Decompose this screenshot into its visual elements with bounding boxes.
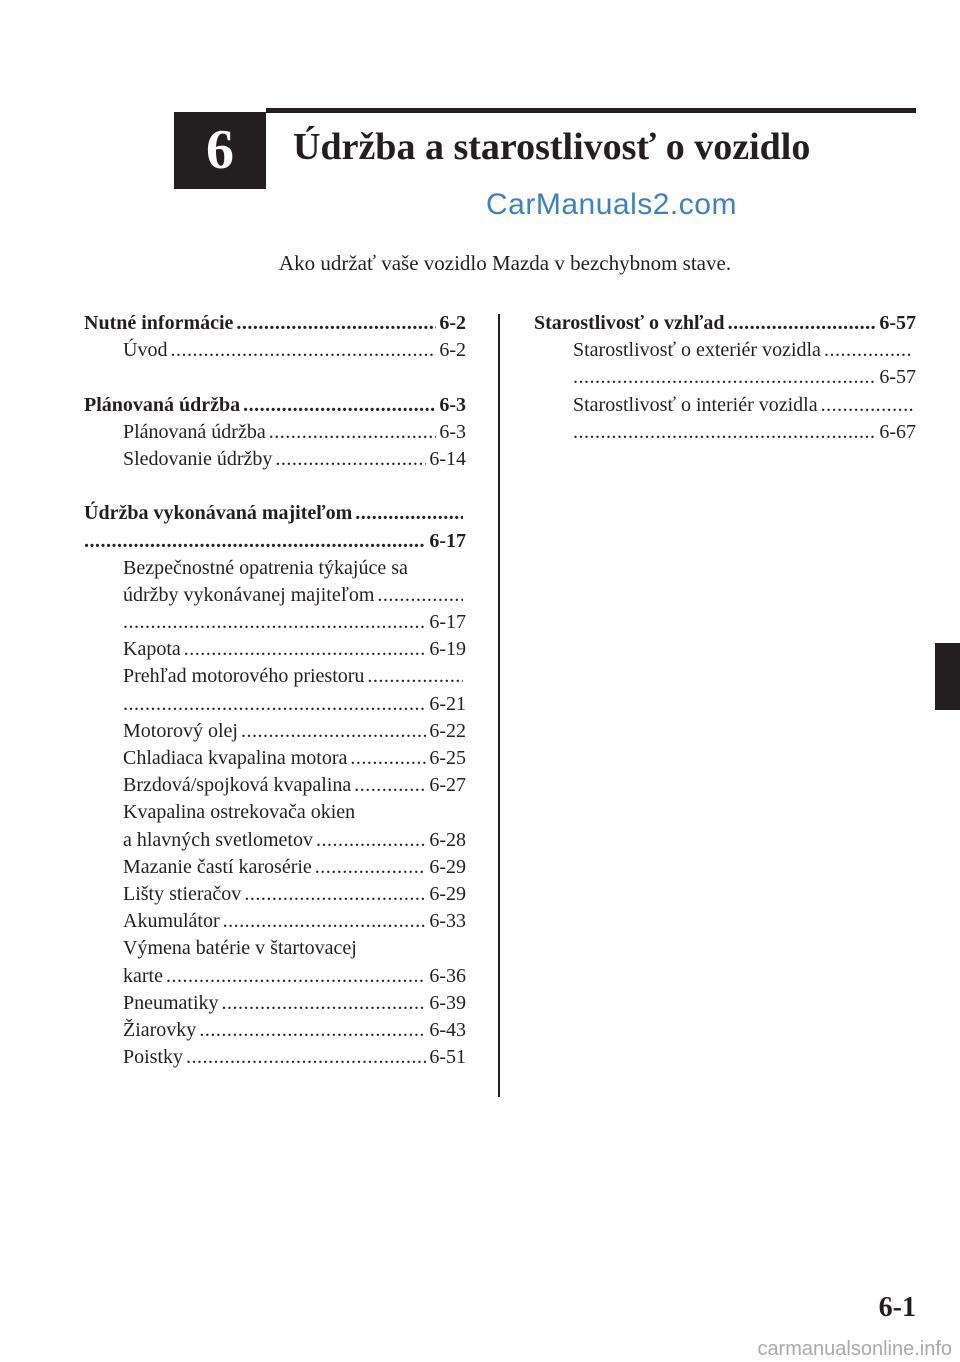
dot-leader — [123, 691, 426, 718]
dot-leader — [123, 609, 426, 636]
toc-section-title: Nutné informácie — [84, 312, 234, 334]
dot-leader — [222, 990, 427, 1017]
toc-page-number: 6-29 — [429, 855, 466, 878]
toc-section-link[interactable] — [84, 310, 466, 337]
toc-item-link[interactable] — [534, 337, 916, 364]
toc-item-title: Mazanie častí karosérie — [123, 855, 312, 878]
toc-item-title: karte — [123, 964, 163, 987]
column-divider — [498, 314, 500, 1097]
toc-page-number: 6-2 — [439, 339, 466, 362]
toc-page-number: 6-17 — [429, 611, 466, 634]
toc-item-title: Poistky — [123, 1046, 184, 1069]
toc-page-number: 6-57 — [879, 366, 916, 389]
toc-item-link[interactable] — [84, 963, 466, 990]
toc-item-title: Chladiaca kvapalina motora — [123, 747, 348, 769]
toc-left-column — [84, 310, 466, 1071]
toc-item-title: Akumulátor — [123, 910, 220, 933]
watermark-logo: CarManuals2.com — [486, 188, 737, 221]
chapter-number-box — [174, 112, 266, 189]
toc-item-link[interactable] — [84, 745, 466, 772]
toc-section-title: Údržba vykonávaná majiteľom — [84, 502, 353, 525]
dot-leader — [84, 528, 426, 555]
dot-leader — [350, 745, 426, 772]
toc-item-title: a hlavných svetlometov — [123, 828, 313, 851]
toc-page-number: 6-51 — [429, 1046, 466, 1069]
toc-page-number: 6-3 — [439, 420, 466, 443]
toc-page-number: 6-22 — [429, 719, 466, 742]
toc-item-link[interactable] — [84, 990, 466, 1017]
toc-item-link[interactable] — [534, 419, 916, 446]
toc-page-number: 6-29 — [429, 882, 466, 905]
toc-page-number: 6-19 — [429, 638, 466, 661]
toc-item-link[interactable] — [84, 935, 466, 962]
dot-leader — [186, 1044, 426, 1071]
toc-item-link[interactable] — [84, 691, 466, 718]
toc-section-link[interactable] — [84, 500, 466, 527]
toc-item-title: Lišty stieračov — [123, 882, 242, 905]
dot-leader — [166, 963, 426, 990]
dot-leader — [573, 419, 876, 446]
toc-item-link[interactable] — [84, 881, 466, 908]
toc-page-number: 6-67 — [879, 420, 916, 443]
toc-item-title: Sledovanie údržby — [123, 447, 273, 470]
toc-right-column — [534, 310, 916, 446]
dot-leader — [821, 392, 913, 419]
toc-item-link[interactable] — [84, 1044, 466, 1071]
dot-leader — [824, 337, 913, 364]
toc-item-link[interactable] — [84, 636, 466, 663]
toc-item-link[interactable] — [84, 827, 466, 854]
dot-leader — [170, 337, 436, 364]
toc-item-link[interactable] — [84, 908, 466, 935]
toc-item-title: Plánovaná údržba — [123, 420, 266, 443]
toc-item-link[interactable] — [534, 364, 916, 391]
chapter-subtitle: Ako udržať vaše vozidlo Mazda v bezchybnom stave. — [278, 251, 732, 275]
toc-section-link[interactable] — [84, 392, 466, 419]
toc-page-number: 6-28 — [429, 828, 466, 851]
toc-item-title: údržby vykonávanej majiteľom — [123, 583, 375, 606]
title-rule — [266, 108, 916, 113]
toc-item-title: Žiarovky — [123, 1018, 197, 1041]
toc-page-number: 6-17 — [429, 529, 466, 552]
toc-item-title: Bezpečnostné opatrenia týkajúce sa — [123, 556, 408, 579]
toc-item-link[interactable] — [84, 718, 466, 745]
chapter-number: 6 — [206, 119, 234, 181]
dot-leader — [236, 310, 436, 337]
dot-leader — [355, 500, 463, 527]
dot-leader — [223, 908, 427, 935]
toc-page-number: 6-43 — [429, 1018, 466, 1041]
toc-item-link[interactable] — [84, 582, 466, 609]
dot-leader — [354, 772, 426, 799]
page-number: 6-1 — [878, 1292, 916, 1323]
toc-page-number: 6-25 — [429, 747, 466, 769]
toc-item-link[interactable] — [84, 663, 466, 690]
toc-page-number: 6-2 — [439, 312, 466, 334]
toc-page-number: 6-3 — [439, 393, 466, 416]
toc-item-link[interactable] — [84, 609, 466, 636]
dot-leader — [728, 310, 877, 337]
toc-page-number: 6-33 — [429, 910, 466, 933]
toc-item-link[interactable] — [84, 337, 466, 364]
toc-page-number: 6-14 — [429, 447, 466, 470]
dot-leader — [244, 881, 426, 908]
toc-item-link[interactable] — [534, 392, 916, 419]
toc-page-number: 6-57 — [879, 312, 916, 334]
dot-leader — [315, 854, 427, 881]
toc-page-number: 6-21 — [429, 692, 466, 715]
toc-item-title: Brzdová/spojková kvapalina — [123, 774, 352, 797]
dot-leader — [377, 582, 463, 609]
toc-item-link[interactable] — [84, 419, 466, 446]
toc-item-link[interactable] — [84, 799, 466, 826]
toc-item-title: Starostlivosť o interiér vozidla — [573, 393, 818, 416]
toc-item-title: Výmena batérie v štartovacej — [123, 937, 357, 960]
dot-leader — [241, 718, 426, 745]
dot-leader — [573, 364, 876, 391]
toc-section-title: Starostlivosť o vzhľad — [534, 312, 725, 334]
site-watermark: carmanualsonline.info — [757, 1338, 952, 1360]
toc-item-link[interactable] — [84, 772, 466, 799]
dot-leader — [269, 419, 437, 446]
toc-section-link[interactable] — [84, 528, 466, 555]
toc-item-title: Kapota — [123, 638, 181, 661]
toc-item-title: Kvapalina ostrekovača okien — [123, 801, 356, 824]
toc-item-title: Starostlivosť o exteriér vozidla — [573, 339, 821, 362]
toc-page-number: 6-39 — [429, 991, 466, 1014]
dot-leader — [243, 392, 436, 419]
toc-item-title: Prehľad motorového priestoru — [123, 665, 365, 688]
toc-section-link[interactable] — [534, 310, 916, 337]
chapter-title: Údržba a starostlivosť o vozidlo — [293, 126, 811, 168]
toc-page-number: 6-36 — [429, 964, 466, 987]
dot-leader — [316, 827, 426, 854]
toc-section-title: Plánovaná údržba — [84, 393, 241, 416]
toc-item-title: Pneumatiky — [123, 991, 219, 1014]
dot-leader — [199, 1017, 426, 1044]
toc-item-link[interactable] — [84, 854, 466, 881]
toc-item-title: Úvod — [123, 339, 168, 362]
toc-item-link[interactable] — [84, 446, 466, 473]
dot-leader — [184, 636, 427, 663]
toc-item-link[interactable] — [84, 1017, 466, 1044]
dot-leader — [367, 663, 463, 690]
chapter-thumb-tab — [935, 643, 960, 710]
toc-page-number: 6-27 — [429, 774, 466, 797]
toc-item-link[interactable] — [84, 555, 466, 582]
dot-leader — [275, 446, 426, 473]
toc-item-title: Motorový olej — [123, 719, 238, 742]
